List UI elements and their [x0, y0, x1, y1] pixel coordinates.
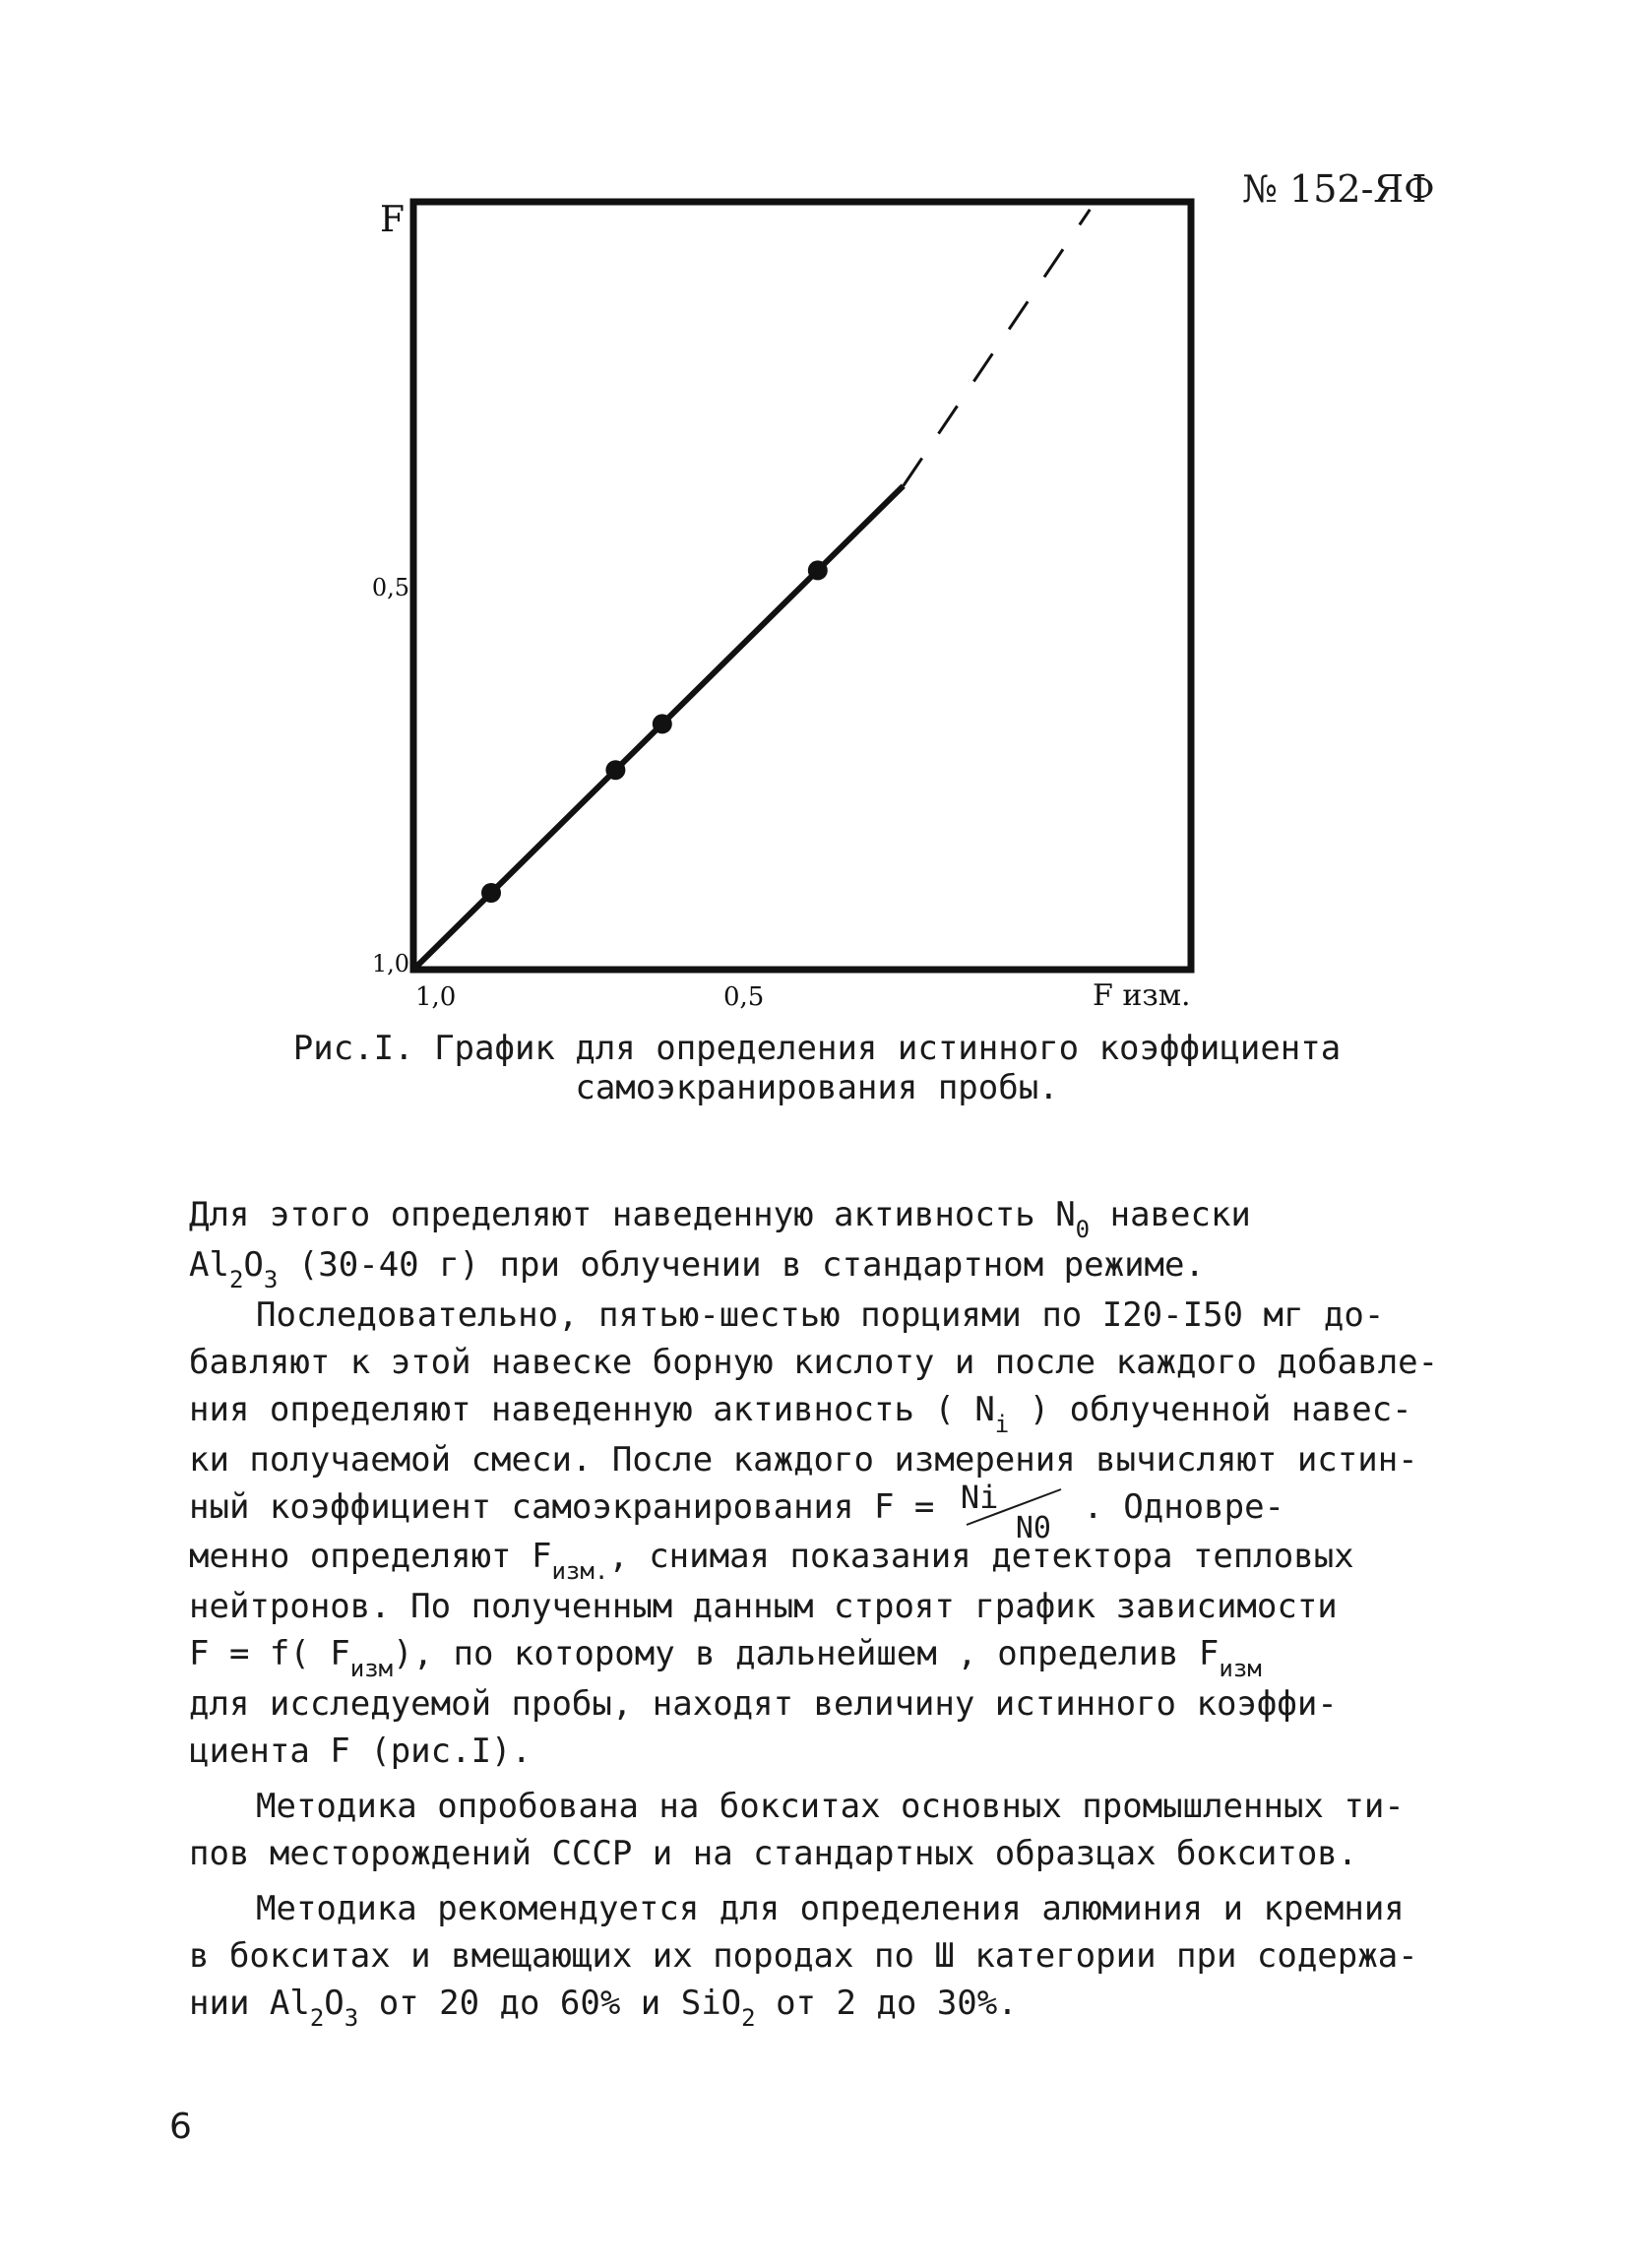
paragraph-4-line-3: нии $Al_2O_3$ от 20 до 60% и SiO$_2$ от 2 до 30%.: [189, 1983, 1018, 2032]
page-number: 6: [169, 2107, 192, 2147]
body-text: [189, 1191, 1469, 2030]
data-point: [808, 560, 828, 580]
x-axis-label: F изм.: [1093, 978, 1191, 1013]
caption-line-1: Рис.I. График для определения истинного коэффициента: [292, 1029, 1342, 1068]
figure-caption: [177, 1029, 1457, 1107]
caption-line-2: самоэкранирования пробы.: [575, 1068, 1059, 1107]
paragraph-4-line-2: в бокситах и вмещающих их породах по Ш категории при содержа-: [189, 1935, 1418, 1976]
fraction-ni-over-n0: Ni N0: [955, 1485, 1063, 1533]
y-tick-label: 1,0: [371, 950, 409, 977]
paragraph-2-line-8: F = f( $F_{изм}$), по которому в дальнейшем , определив $F_{изм}$: [189, 1633, 1262, 1682]
paragraph-1-line-2: $Al_2O_3$ (30-40 г) при облучении в стандартном режиме.: [189, 1245, 1205, 1293]
calibration-chart: [344, 182, 1230, 1048]
paragraph-2-line-2: бавляют к этой навеске борную кислоту и после каждого добавле-: [189, 1343, 1439, 1382]
x-tick-label: 1,0: [415, 982, 457, 1012]
paragraph-2-line-3: ния определяют наведенную активность ( $N_i$ ) облученной навес-: [189, 1390, 1412, 1438]
paragraph-3-line-1: Методика опробована на бокситах основных промышленных ти-: [256, 1786, 1405, 1826]
paragraph-2-line-1: Последовательно, пятью-шестью порциями по I20-I50 мг до-: [256, 1295, 1385, 1335]
document-number: № 152-ЯФ: [1242, 167, 1435, 211]
y-axis-label: F: [380, 200, 405, 240]
data-point: [653, 714, 672, 733]
paragraph-2-line-4: ки получаемой смеси. После каждого измерения вычисляют истин-: [189, 1440, 1418, 1480]
data-point: [605, 760, 625, 780]
paragraph-2-line-6: менно определяют $F_{изм.}$, снимая показания детектора тепловых: [189, 1536, 1354, 1585]
y-tick-label: 0,5: [371, 574, 409, 601]
paragraph-3-line-2: пов месторождений СССР и на стандартных образцах бокситов.: [189, 1833, 1358, 1873]
paragraph-2-line-10: циента F (рис.I).: [189, 1731, 532, 1771]
paragraph-2-line-9: для исследуемой пробы, находят величину истинного коэффи-: [189, 1683, 1338, 1724]
paragraph-2-line-7: нейтронов. По полученным данным строят график зависимости: [189, 1586, 1338, 1626]
paragraph-1-line-1: Для этого определяют наведенную активность $N_0$ навески: [189, 1195, 1251, 1243]
paragraph-4-line-1: Методика рекомендуется для определения алюминия и кремния: [256, 1888, 1405, 1928]
data-point: [481, 883, 501, 903]
x-tick-label: 0,5: [723, 982, 765, 1012]
fit-line-dashed: [904, 210, 1091, 486]
paragraph-2-line-5: ный коэффициент самоэкранирования F = Ni N0 . Одновре-: [189, 1478, 1285, 1545]
